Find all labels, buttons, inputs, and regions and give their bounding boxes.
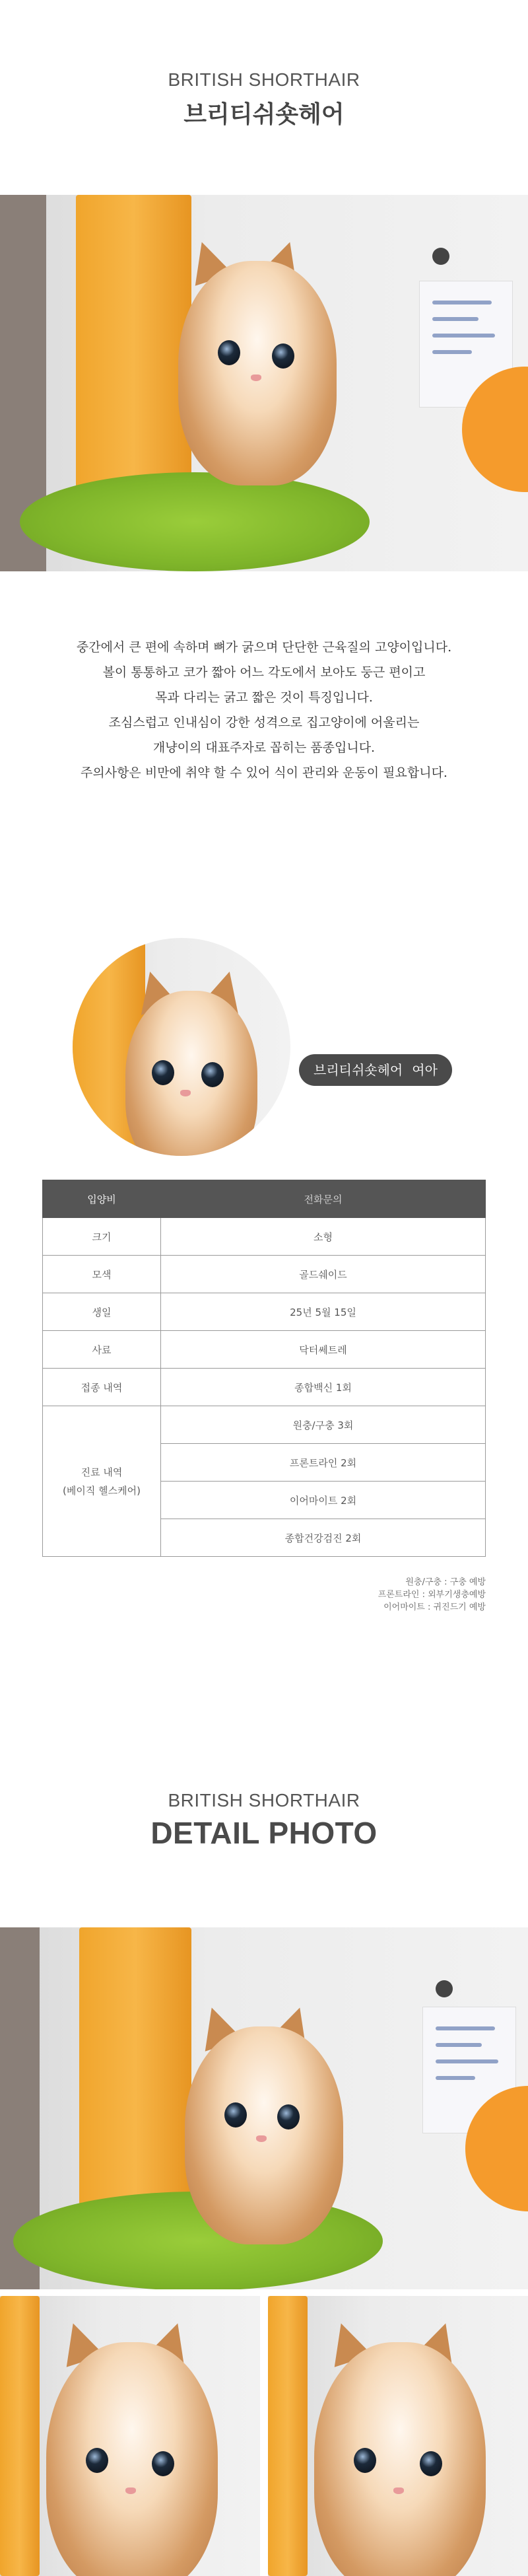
note-line: 원충/구충 : 구충 예방 xyxy=(405,1577,486,1587)
detail-kitten-photo xyxy=(0,1927,528,2289)
table-row xyxy=(43,1369,486,1406)
kitten-breed-name: 브리티쉬숏헤어 xyxy=(314,1062,403,1078)
treatment-history-label xyxy=(43,1406,161,1557)
row-label: 사료 xyxy=(43,1331,161,1369)
adoption-fee-value: 전화문의 xyxy=(161,1180,486,1218)
kitten-info-table-wrapper xyxy=(42,1180,486,1557)
row-value: 골드쉐이드 xyxy=(161,1256,486,1293)
detail-kitten-closeup-right xyxy=(268,2296,528,2576)
description-line: 주의사항은 비만에 취약 할 수 있어 식이 관리와 운동이 필요합니다. xyxy=(81,766,447,780)
vaccination-notes xyxy=(378,1576,486,1614)
breed-english-title: BRITISH SHORTHAIR xyxy=(168,69,360,90)
table-header-row xyxy=(43,1180,486,1218)
detail-english-title: BRITISH SHORTHAIR xyxy=(168,1790,360,1810)
kitten-name-badge xyxy=(299,1054,452,1086)
table-row xyxy=(43,1293,486,1331)
row-value: 닥터쎄트레 xyxy=(161,1331,486,1369)
description-line: 목과 다리는 굵고 짧은 것이 특징입니다. xyxy=(155,690,373,705)
kitten-profile-photo xyxy=(73,938,290,1156)
treatment-label-line: 진료 내역 xyxy=(81,1466,123,1478)
treatment-value: 종합건강검진 2회 xyxy=(161,1519,486,1557)
treatment-value: 원충/구충 3회 xyxy=(161,1406,486,1444)
description-line: 중간에서 큰 편에 속하며 뼈가 굵으며 단단한 근육질의 고양이입니다. xyxy=(76,640,452,655)
row-value: 종합백신 1회 xyxy=(161,1369,486,1406)
treatment-label-subline: (베이직 헬스케어) xyxy=(63,1484,141,1497)
treatment-value: 프론트라인 2회 xyxy=(161,1444,486,1482)
row-label: 모색 xyxy=(43,1256,161,1293)
breed-description xyxy=(0,635,528,785)
detail-kitten-closeup-left xyxy=(0,2296,260,2576)
row-label: 접종 내역 xyxy=(43,1369,161,1406)
row-label: 크기 xyxy=(43,1218,161,1256)
row-value: 소형 xyxy=(161,1218,486,1256)
breed-korean-title: 브리티쉬숏헤어 xyxy=(183,101,345,128)
note-line: 프론트라인 : 외부기생충예방 xyxy=(378,1590,486,1600)
description-line: 조심스럽고 인내심이 강한 성격으로 집고양이에 어울리는 xyxy=(108,715,420,730)
adoption-fee-label: 입양비 xyxy=(43,1180,161,1218)
description-line: 개냥이의 대표주자로 꼽히는 품종입니다. xyxy=(152,740,376,755)
row-label: 생일 xyxy=(43,1293,161,1331)
table-row xyxy=(43,1218,486,1256)
kitten-info-table xyxy=(42,1180,486,1557)
table-row xyxy=(43,1256,486,1293)
detail-photo-title: DETAIL PHOTO xyxy=(150,1816,378,1850)
kitten-gender: 여아 xyxy=(412,1062,438,1078)
table-row xyxy=(43,1331,486,1369)
note-line: 이어마이트 : 귀진드기 예방 xyxy=(383,1602,486,1612)
row-value: 25년 5월 15일 xyxy=(161,1293,486,1331)
main-kitten-photo xyxy=(0,195,528,571)
treatment-value: 이어마이트 2회 xyxy=(161,1482,486,1519)
table-row xyxy=(43,1406,486,1444)
description-line: 볼이 통통하고 코가 짧아 어느 각도에서 보아도 둥근 편이고 xyxy=(102,665,426,680)
